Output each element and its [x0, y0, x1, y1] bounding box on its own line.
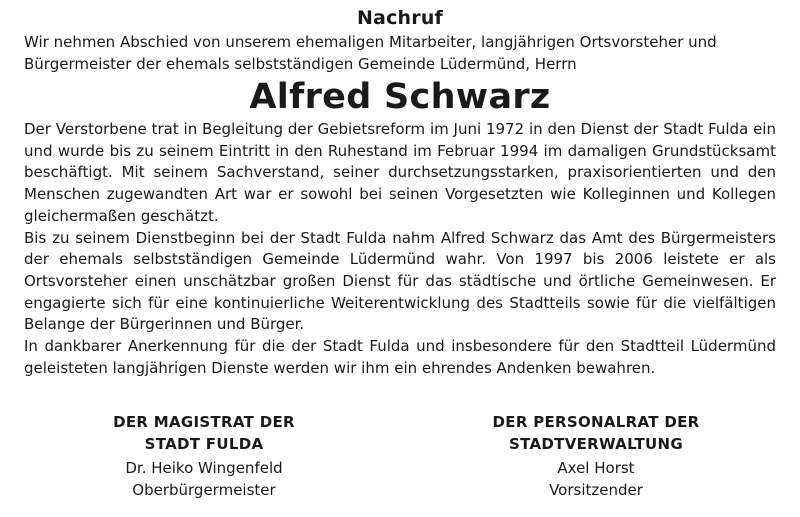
notice-intro: Wir nehmen Abschied von unserem ehemaligen Mitarbeiter, langjährigen Ortsvorsteher und Bürgermeister der ehemals selbstständigen Gemeinde Lüdermünd, Herrn [24, 33, 717, 73]
signature-org-line: DER PERSONALRAT DER [492, 413, 700, 431]
signature-block [24, 412, 776, 501]
deceased-name: Alfred Schwarz [249, 77, 551, 117]
notice-paragraph-gratitude: In dankbarer Anerkennung für die der Stadt Fulda und insbesondere für den Stadtteil Lüdermünd geleisteten langjährigen Dienste werden wir ihm ein ehrendes Andenken bewahren. [24, 337, 776, 377]
signature-personalrat [416, 412, 776, 501]
signature-person: Dr. Heiko Wingenfeld [125, 459, 283, 477]
signature-org-line: STADTVERWALTUNG [509, 434, 683, 453]
signature-role: Oberbürgermeister [132, 481, 276, 499]
notice-paragraph-mayor: Bis zu seinem Dienstbeginn bei der Stadt Fulda nahm Alfred Schwarz das Amt des Bürgermeisters der ehemals selbstständigen Gemeinde Lüdermünd wahr. Von 1997 bis 2006 leistete er als Ortsvorsteher einen unschätzbar großen Dienst für das städtische und örtliche Gemeinwesen. Er engagierte sich für eine kontinuierliche Weiterentwicklung des Stadtteils sowie für die vielfältigen Belange der Bürgerinnen und Bürger. [24, 228, 776, 334]
signature-org-line: STADT FULDA [144, 434, 264, 453]
signature-role: Vorsitzender [549, 481, 643, 499]
signature-person: Axel Horst [557, 459, 635, 477]
signature-magistrat [24, 412, 384, 501]
signature-org-line: DER MAGISTRAT DER [113, 413, 295, 431]
notice-heading: Nachruf [356, 7, 444, 29]
notice-paragraph-career: Der Verstorbene trat in Begleitung der Gebietsreform im Juni 1972 in den Dienst der Stadt Fulda ein und wurde bis zu seinem Eintritt in den Ruhestand im Februar 1994 im damaligen Grundstücksamt beschäftigt. Mit seinem Sachverstand, seiner durchsetzungsstarken, praxisorientierten und den Menschen zugewandten Art war er sowohl bei seinen Vorgesetzten wie Kolleginnen und Kollegen gleichermaßen geschätzt. [24, 120, 776, 225]
